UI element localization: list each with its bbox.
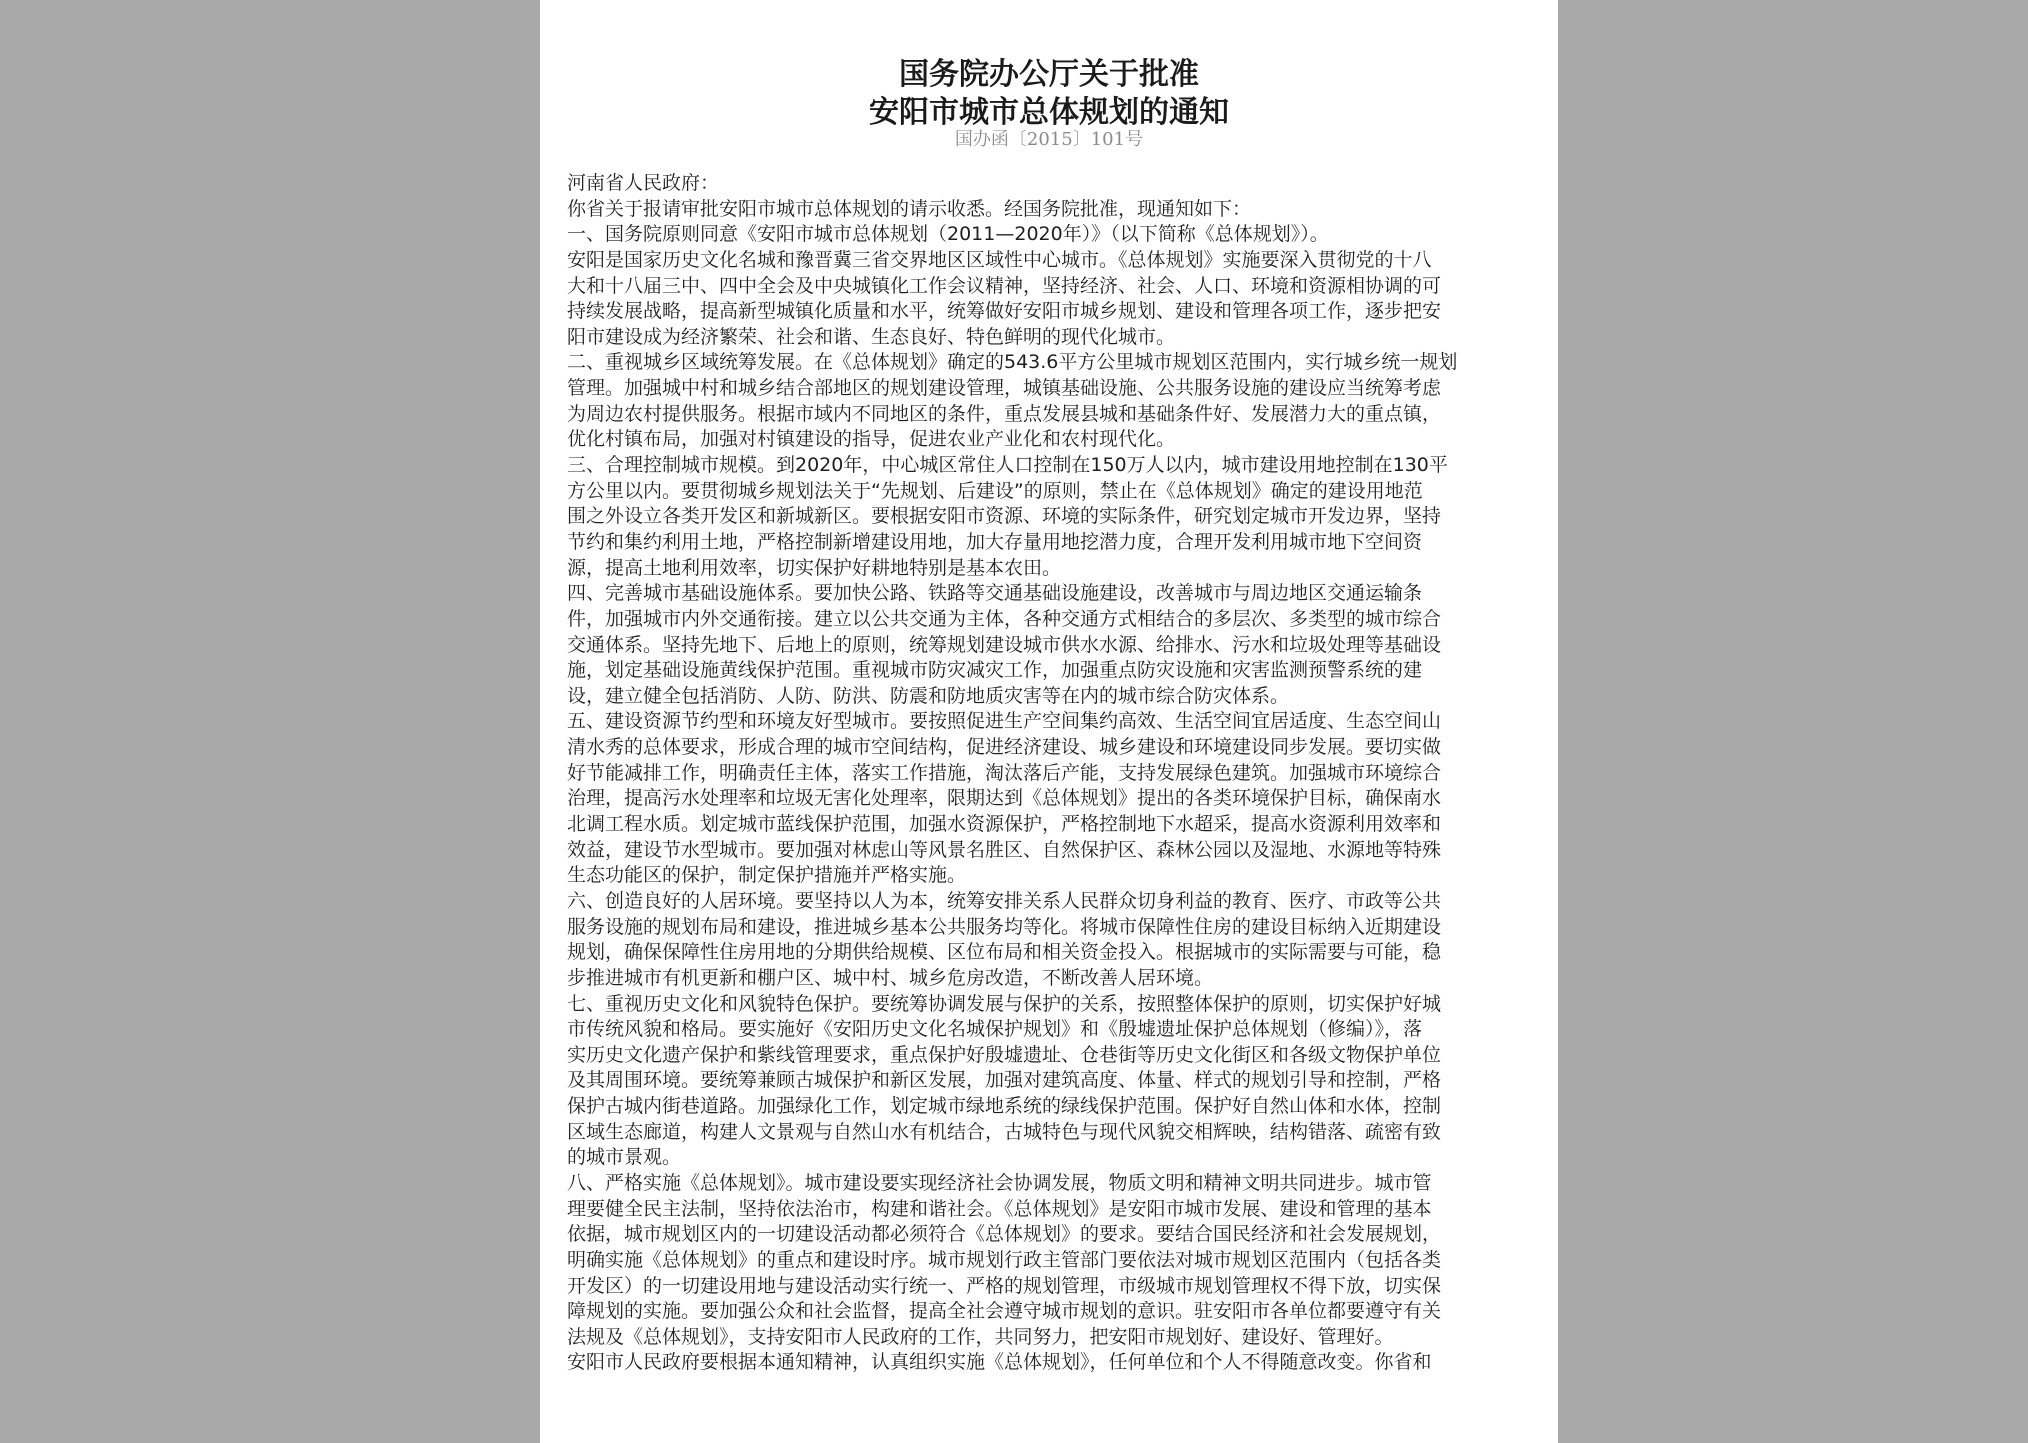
body-line: 安阳是国家历史文化名城和豫晋冀三省交界地区区域性中心城市。《总体规划》实施要深入贯彻党的十八 bbox=[567, 248, 1432, 271]
body-line: 持续发展战略，提高新型城镇化质量和水平，统筹做好安阳市城乡规划、建设和管理各项工作，逐步把安 bbox=[567, 300, 1442, 323]
body-line: 六、创造良好的人居环境。要坚持以人为本，统筹安排关系人民群众切身利益的教育、医疗、市政等公共 bbox=[567, 889, 1442, 912]
body-line: 一、国务院原则同意《安阳市城市总体规划（2011—2020年）》（以下简称《总体规划》）。 bbox=[567, 223, 1329, 246]
body-line: 开发区）的一切建设用地与建设活动实行统一、严格的规划管理，市级城市规划管理权不得下放，切实保 bbox=[567, 1274, 1442, 1297]
body-line: 交通体系。坚持先地下、后地上的原则，统筹规划建设城市供水水源、给排水、污水和垃圾处理等基础设 bbox=[567, 633, 1442, 656]
body-line: 节约和集约利用土地，严格控制新增建设用地，加大存量用地挖潜力度，合理开发利用城市地下空间资 bbox=[567, 530, 1423, 553]
body-line: 市传统风貌和格局。要实施好《安阳历史文化名城保护规划》和《殷墟遗址保护总体规划（修编）》，落 bbox=[567, 1018, 1423, 1041]
body-line: 八、严格实施《总体规划》。城市建设要实现经济社会协调发展，物质文明和精神文明共同进步。城市管 bbox=[567, 1171, 1432, 1194]
body-line: 步推进城市有机更新和棚户区、城中村、城乡危房改造，不断改善人居环境。 bbox=[567, 966, 1214, 989]
body-line: 二、重视城乡区域统筹发展。在《总体规划》确定的543.6平方公里城市规划区范围内，实行城乡统一规划 bbox=[567, 351, 1458, 374]
body-line bbox=[567, 1376, 1527, 1402]
body-line: 北调工程水质。划定城市蓝线保护范围，加强水资源保护，严格控制地下水超采，提高水资源利用效率和 bbox=[567, 813, 1442, 836]
document-title-line-2: 安阳市城市总体规划的通知 bbox=[869, 95, 1229, 130]
body-line: 治理，提高污水处理率和垃圾无害化处理率，限期达到《总体规划》提出的各类环境保护目标，确保南水 bbox=[567, 787, 1442, 810]
body-line: 方公里以内。要贯彻城乡规划法关于“先规划、后建设”的原则，禁止在《总体规划》确定的建设用地范 bbox=[567, 479, 1423, 502]
document-number: 国办函〔2015〕101号 bbox=[954, 129, 1144, 150]
body-line: 明确实施《总体规划》的重点和建设时序。城市规划行政主管部门要依法对城市规划区范围内（包括各类 bbox=[567, 1248, 1442, 1271]
body-line: 源，提高土地利用效率，切实保护好耕地特别是基本农田。 bbox=[567, 556, 1062, 579]
body-line: 为周边农村提供服务。根据市域内不同地区的条件，重点发展县城和基础条件好、发展潜力大的重点镇， bbox=[567, 402, 1442, 425]
body-line: 生态功能区的保护，制定保护措施并严格实施。 bbox=[567, 864, 967, 887]
body-line: 设，建立健全包括消防、人防、防洪、防震和防地质灾害等在内的城市综合防灾体系。 bbox=[567, 684, 1290, 707]
body-line: 理要健全民主法制，坚持依法治市，构建和谐社会。《总体规划》是安阳市城市发展、建设和管理的基本 bbox=[567, 1197, 1432, 1220]
body-line: 依据，城市规划区内的一切建设活动都必须符合《总体规划》的要求。要结合国民经济和社会发展规划， bbox=[567, 1223, 1442, 1246]
body-line: 障规划的实施。要加强公众和社会监督，提高全社会遵守城市规划的意识。驻安阳市各单位都要遵守有关 bbox=[567, 1300, 1442, 1323]
body-line: 管理。加强城中村和城乡结合部地区的规划建设管理，城镇基础设施、公共服务设施的建设应当统筹考虑 bbox=[567, 377, 1442, 400]
body-line: 区域生态廊道，构建人文景观与自然山水有机结合，古城特色与现代风貌交相辉映，结构错落、疏密有致 bbox=[567, 1120, 1442, 1143]
body-line: 大和十八届三中、四中全会及中央城镇化工作会议精神，坚持经济、社会、人口、环境和资源相协调的可 bbox=[567, 274, 1442, 297]
body-line: 安阳市人民政府要根据本通知精神，认真组织实施《总体规划》，任何单位和个人不得随意改变。你省和 bbox=[567, 1351, 1432, 1374]
body-line: 服务设施的规划布局和建设，推进城乡基本公共服务均等化。将城市保障性住房的建设目标纳入近期建设 bbox=[567, 915, 1442, 938]
body-line: 好节能减排工作，明确责任主体，落实工作措施，淘汰落后产能，支持发展绿色建筑。加强城市环境综合 bbox=[567, 761, 1442, 784]
body-line: 件，加强城市内外交通衔接。建立以公共交通为主体，各种交通方式相结合的多层次、多类型的城市综合 bbox=[567, 607, 1442, 630]
body-line: 实历史文化遗产保护和紫线管理要求，重点保护好殷墟遗址、仓巷街等历史文化街区和各级文物保护单位 bbox=[567, 1043, 1442, 1066]
body-line: 的城市景观。 bbox=[567, 1146, 682, 1169]
body-line: 五、建设资源节约型和环境友好型城市。要按照促进生产空间集约高效、生活空间宜居适度、生态空间山 bbox=[567, 710, 1442, 733]
body-line: 三、合理控制城市规模。到2020年，中心城区常住人口控制在150万人以内，城市建设用地控制在130平 bbox=[567, 454, 1448, 477]
body-line: 河南省人民政府： bbox=[567, 172, 720, 194]
document-title-line-1: 国务院办公厅关于批准 bbox=[899, 57, 1199, 92]
body-line: 阳市建设成为经济繁荣、社会和谐、生态良好、特色鲜明的现代化城市。 bbox=[567, 325, 1176, 348]
body-line: 规划，确保保障性住房用地的分期供给规模、区位布局和相关资金投入。根据城市的实际需要与可能，稳 bbox=[567, 941, 1442, 964]
body-line: 围之外设立各类开发区和新城新区。要根据安阳市资源、环境的实际条件，研究划定城市开发边界，坚持 bbox=[567, 505, 1442, 528]
document-body bbox=[567, 171, 1527, 1402]
body-line: 清水秀的总体要求，形成合理的城市空间结构，促进经济建设、城乡建设和环境建设同步发展。要切实做 bbox=[567, 736, 1442, 759]
body-line: 法规及《总体规划》，支持安阳市人民政府的工作，共同努力，把安阳市规划好、建设好、管理好。 bbox=[567, 1325, 1394, 1348]
body-line: 你省关于报请审批安阳市城市总体规划的请示收悉。经国务院批准，现通知如下： bbox=[567, 197, 1252, 220]
body-line: 保护古城内街巷道路。加强绿化工作，划定城市绿地系统的绿线保护范围。保护好自然山体和水体，控制 bbox=[567, 1095, 1442, 1118]
body-line: 效益，建设节水型城市。要加强对林虑山等风景名胜区、自然保护区、森林公园以及湿地、水源地等特殊 bbox=[567, 838, 1442, 861]
body-line: 施，划定基础设施黄线保护范围。重视城市防灾减灾工作，加强重点防灾设施和灾害监测预警系统的建 bbox=[567, 659, 1423, 682]
body-line: 及其周围环境。要统筹兼顾古城保护和新区发展，加强对建筑高度、体量、样式的规划引导和控制，严格 bbox=[567, 1069, 1442, 1092]
body-line: 优化村镇布局，加强对村镇建设的指导，促进农业产业化和农村现代化。 bbox=[567, 428, 1176, 451]
body-line: 四、完善城市基础设施体系。要加快公路、铁路等交通基础设施建设，改善城市与周边地区交通运输条 bbox=[567, 582, 1423, 605]
body-line: 七、重视历史文化和风貌特色保护。要统筹协调发展与保护的关系，按照整体保护的原则，切实保护好城 bbox=[567, 992, 1442, 1015]
document-page bbox=[540, 0, 1558, 1443]
